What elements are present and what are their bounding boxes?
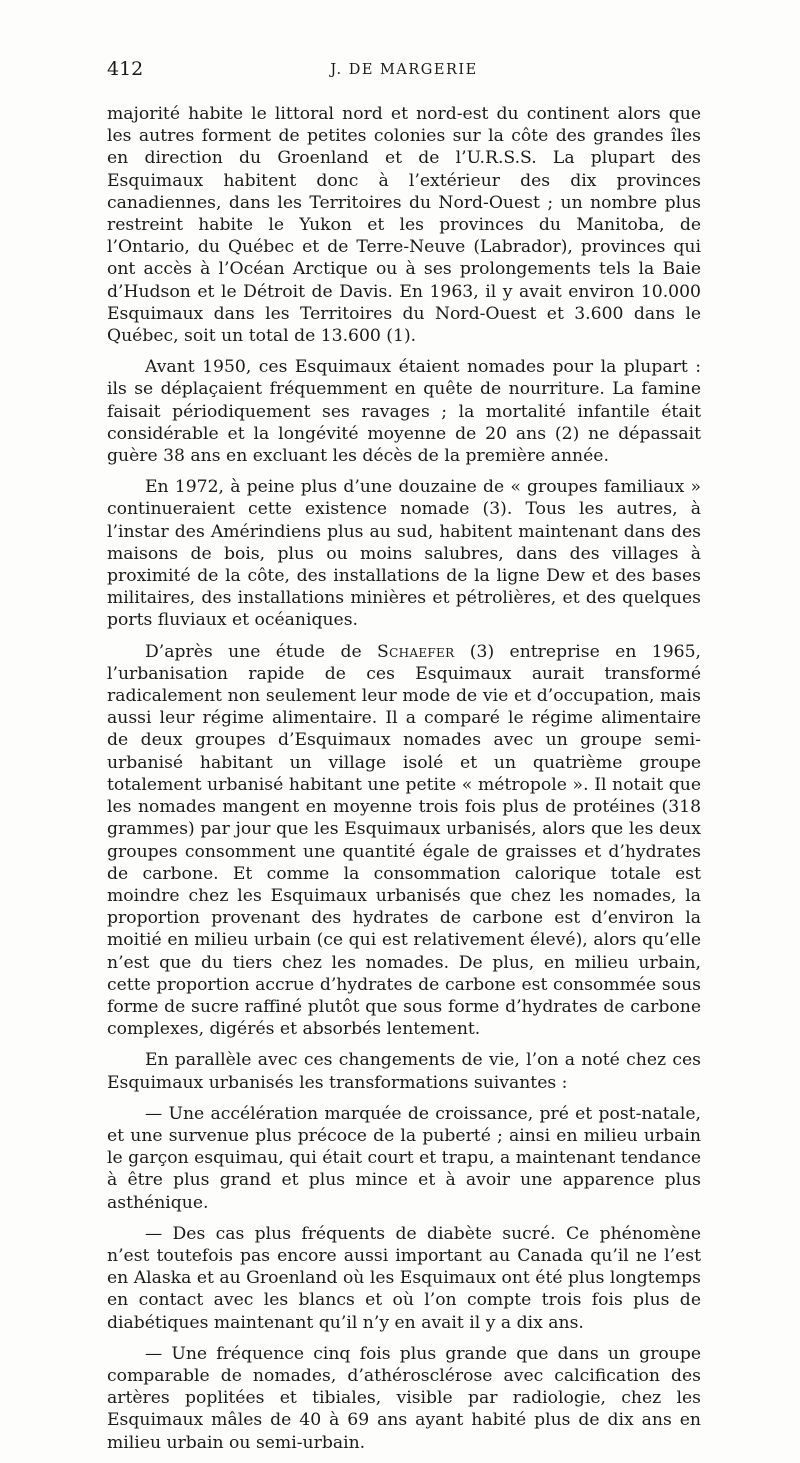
paragraph-text-before: D’après une étude de [145, 641, 378, 662]
paragraph-text-after: (3) entreprise en 1965, l’urbanisation rapide de ces Esquimaux aurait transformé radicalement non seulement leur mode de vie et d’occupation, mais aussi leur régime alimentaire. Il a comparé le régime alimentaire de deux groupes d’Esquimaux nomades avec un groupe semi-urbanisé habitant un village isolé et un quatrième groupe totalement urbanisé habitant une petite « métropole ». Il notait que les nomades mangent en moyenne trois fois plus de protéines (318 grammes) par jour que les Esquimaux urbanisés, alors que les deux groupes consomment une quantité égale de graisses et d’hydrates de carbone. Et comme la consommation calorique totale est moindre chez les Esquimaux urbanisés que chez les nomades, la proportion provenant des hydrates de carbone est d’environ la moitié en milieu urbain (ce qui est relativement élevé), alors qu’elle n’est que du tiers chez les nomades. De plus, en milieu urbain, cette proportion accrue d’hydrates de carbone est consommée sous forme de sucre raffiné plutôt que sous forme d’hydrates de carbone complexes, digérés et absorbés lentement. [107, 641, 701, 1040]
paragraph-transformations-intro: En parallèle avec ces changements de vie, l’on a noté chez ces Esquimaux urbanisés les transformations suivantes : [107, 1050, 701, 1093]
list-item-atherosclerose: — Une fréquence cinq fois plus grande que dans un groupe comparable de nomades, d’athérosclérose avec calcification des artères poplitées et tibiales, visible par radiologie, chez les Esquimaux mâles de 40 à 69 ans ayant habité plus de dix ans en milieu urbain ou semi-urbain. [107, 1343, 701, 1453]
list-item-croissance: — Une accélération marquée de croissance, pré et post-natale, et une survenue plus précoce de la puberté ; ainsi en milieu urbain le garçon esquimau, qui était court et trapu, a maintenant tendance à être plus grand et plus mince et à avoir une apparence plus asthénique. [107, 1103, 701, 1213]
paragraph-schaefer-study [107, 641, 701, 1041]
paragraph-continuation: majorité habite le littoral nord et nord-est du continent alors que les autres forment de petites colonies sur la côte des grandes îles en direction du Groenland et de l’U.R.S.S. La plupart des Esquimaux habitent donc à l’extérieur des dix provinces canadiennes, dans les Territoires du Nord-Ouest ; un nombre plus restreint habite le Yukon et les provinces du Manitoba, de l’Ontario, du Québec et de Terre-Neuve (Labrador), provinces qui ont accès à l’Océan Arctique ou à ses prolongements tels la Baie d’Hudson et le Détroit de Davis. En 1963, il y avait environ 10.000 Esquimaux dans les Territoires du Nord-Ouest et 3.600 dans le Québec, soit un total de 13.600 (1). [107, 104, 701, 347]
page-number: 412 [107, 58, 144, 80]
page-header [107, 58, 701, 88]
author-name: Schaefer [377, 641, 455, 662]
running-head: J. DE MARGERIE [330, 62, 478, 78]
paragraph-1972: En 1972, à peine plus d’une douzaine de « groupes familiaux » continueraient cette existence nomade (3). Tous les autres, à l’instar des Amérindiens plus au sud, habitent maintenant dans des maisons de bois, plus ou moins salubres, dans des villages à proximité de la côte, des installations de la ligne Dew et des bases militaires, des installations minières et pétrolières, et des quelques ports fluviaux et océaniques. [107, 477, 701, 631]
list-item-diabete: — Des cas plus fréquents de diabète sucré. Ce phénomène n’est toutefois pas encore aussi important au Canada qu’il ne l’est en Alaska et au Groenland où les Esquimaux ont été plus longtemps en contact avec les blancs et où l’on compte trois fois plus de diabétiques maintenant qu’il n’y en avait il y a dix ans. [107, 1223, 701, 1333]
paragraph-nomades: Avant 1950, ces Esquimaux étaient nomades pour la plupart : ils se déplaçaient fréquemment en quête de nourriture. La famine faisait périodiquement ses ravages ; la mortalité infantile était considérable et la longévité moyenne de 20 ans (2) ne dépassait guère 38 ans en excluant les décès de la première année. [107, 357, 701, 467]
page-body [107, 103, 701, 1463]
